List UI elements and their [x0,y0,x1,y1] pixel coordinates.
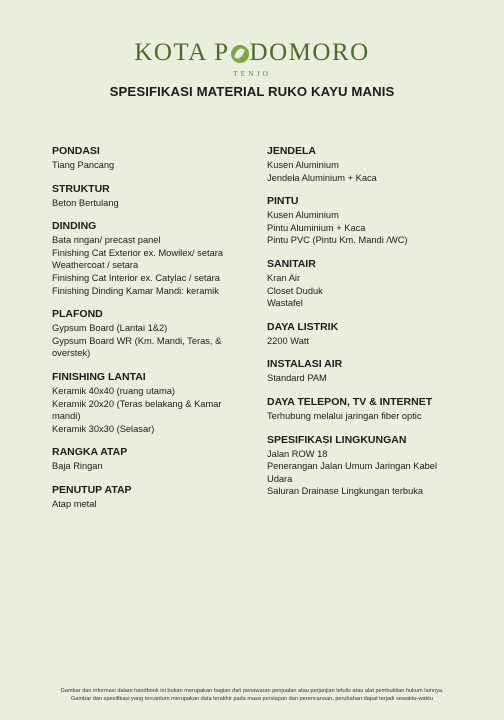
spec-line: Saluran Drainase Lingkungan terbuka [267,486,424,497]
spec-line: Keramik 30x30 (Selasar) [52,423,155,434]
spec-section [267,358,482,385]
spec-line: Keramik 20x20 (Teras belakang & Kamar [52,398,222,409]
spec-heading: PLAFOND [52,308,103,321]
spec-line: 2200 Watt [267,335,310,346]
spec-line: Jendela Aluminium + Kaca [267,172,377,183]
spec-line: Tiang Pancang [52,160,115,170]
brand-sublabel: TENJO [233,69,271,78]
spec-line: Penerangan Jalan Umum Jaringan Kabel [267,461,438,472]
spec-heading: DINDING [52,220,97,233]
spec-heading: SPESIFIKASI LINGKUNGAN [267,433,407,446]
spec-heading: DAYA TELEPON, TV & INTERNET [267,395,433,408]
spec-line: Bata ringan/ precast panel [52,235,161,246]
spec-heading: PONDASI [52,145,100,157]
spec-line: Standard PAM [267,373,327,384]
spec-heading: STRUKTUR [52,182,110,195]
spec-line: Wastafel [267,298,303,309]
spec-line: Pintu PVC (Pintu Km. Mandi /WC) [267,235,408,246]
spec-heading: FINISHING LANTAI [52,370,146,383]
spec-heading: RANGKA ATAP [52,446,128,459]
spec-line: Terhubung melalui jaringan fiber optic [267,410,422,421]
disclaimer-line-1: Gambar dan informasi dalam handbook ini bukan merupakan bagian dari penawaran penjualan atau perjanjian tetulis atau alat pembuktian hukum lainnya. [60,688,444,694]
spec-line: Beton Bertulang [52,197,119,208]
brand-name-part1: KOTA P [134,39,230,66]
spec-line: Atap metal [52,498,97,509]
spec-section [52,371,252,435]
spec-line: overstek) [52,348,91,359]
spec-section [52,484,252,511]
spec-line: Closet Duduk [267,285,323,296]
spec-section [267,145,482,184]
spec-line: Gypsum Board (Lantai 1&2) [52,323,168,334]
disclaimer-footer [0,687,504,703]
brand-name-part2: DOMORO [249,39,370,66]
spec-line: Keramik 40x40 (ruang utama) [52,385,175,396]
spec-section [267,258,482,310]
left-spec-column [52,145,252,522]
spec-line: Weathercoat / setara [52,260,139,271]
spec-heading: PENUTUP ATAP [52,483,132,496]
spec-line: Jalan ROW 18 [267,448,328,459]
spec-line: Gypsum Board WR (Km. Mandi, Teras, & [52,335,222,346]
spec-line: Kusen Aluminium [267,210,339,221]
spec-line: Kusen Aluminium [267,160,339,170]
spec-heading: PINTU [267,195,299,208]
spec-line: Finishing Cat Interior ex. Catylac / setara [52,272,220,283]
spec-line: Finishing Dinding Kamar Mandi: keramik [52,285,219,296]
disclaimer-line-2: Gambar dan spesifikasi yang tercantum merupakan data terakhir pada masa persiapan dan perencanaan, perubahan dapat terjadi sewaktu-waktu [71,696,433,702]
spec-section [52,145,252,172]
spec-line: Baja Ringan [52,461,103,472]
spec-line: Pintu Aluminium + Kaca [267,222,366,233]
spec-section [267,434,482,498]
page-title: SPESIFIKASI MATERIAL RUKO KAYU MANIS [109,84,395,99]
spec-line: Kran Air [267,272,301,283]
right-spec-column [267,145,482,509]
leaf-o-icon [231,45,249,63]
spec-heading: DAYA LISTRIK [267,320,339,333]
spec-heading: JENDELA [267,145,317,157]
spec-section [52,220,252,297]
spec-section [52,446,252,473]
spec-line: Udara [267,473,293,484]
spec-section [267,321,482,348]
spec-section [267,396,482,423]
spec-heading: INSTALASI AIR [267,358,343,371]
spec-section [52,308,252,360]
spec-line: Finishing Cat Exterior ex. Mowilex/ setara [52,247,224,258]
spec-heading: SANITAIR [267,257,316,270]
spec-section [52,183,252,210]
spec-line: mandi) [52,411,81,422]
brand-logo [0,40,504,78]
spec-section [267,195,482,247]
